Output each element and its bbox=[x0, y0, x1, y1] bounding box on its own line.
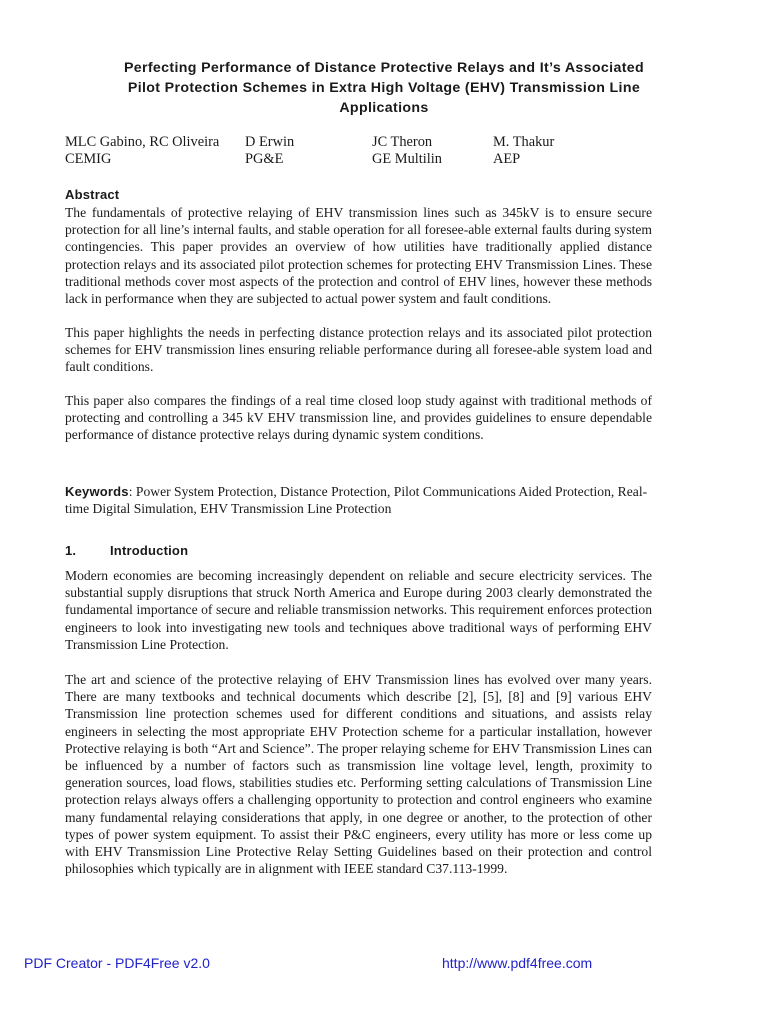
abstract-heading: Abstract bbox=[65, 187, 120, 202]
author-thakur bbox=[493, 134, 554, 168]
section-heading-introduction bbox=[65, 543, 188, 558]
paper-title bbox=[60, 58, 708, 118]
keywords-label: Keywords bbox=[65, 484, 129, 499]
author-gabino-oliveira bbox=[65, 134, 219, 168]
author-name: MLC Gabino, RC Oliveira bbox=[65, 134, 220, 150]
author-name: M. Thakur bbox=[493, 134, 555, 150]
intro-paragraph-2: The art and science of the protective relaying of EHV Transmission lines has evolved over many years. There are many textbooks and technical documents which describe [2], [5], [8] and [9] various EHV Transmission line protection schemes used for different conditions and situations, and assists relay engineers in selecting the most appropriate EHV Protection scheme for a particular installation, however Protective relaying is both “Art and Science”. The proper relaying scheme for EHV Transmission Lines can be influenced by a number of factors such as transmission line voltage level, length, proximity to generation sources, load flows, stabilities studies etc. Performing setting calculations of Transmission Line protection relays always offers a challenging opportunity to protection and control engineers who examine many fundamental relaying considerations that apply, in one degree or another, to the protection of other types of power system equipment. To assist their P&C engineers, every utility has more or less come up with EHV Transmission Line Protective Relay Setting Guidelines based on their protection and control philosophies which typically are in alignment with IEEE standard C37.113-1999. bbox=[65, 672, 652, 877]
section-number: 1. bbox=[65, 543, 77, 558]
abstract-paragraph-1: The fundamentals of protective relaying of EHV transmission lines such as 345kV is to ensure secure protection for all line’s internal faults, and stable operation for all foresee-able external faults during system contingencies. This paper provides an overview of how utilities have traditionally applied distance protection relays and its associated pilot protection schemes for protecting EHV Transmission Lines. These traditional methods cover most aspects of the protection and control of EHV lines, however these methods lack in performance when they are subjected to actual power system and fault conditions. bbox=[65, 205, 652, 307]
author-name: JC Theron bbox=[372, 134, 433, 150]
title-line-3: Applications bbox=[339, 100, 429, 116]
author-org: CEMIG bbox=[65, 151, 112, 167]
footer-website-link[interactable]: http://www.pdf4free.com bbox=[442, 955, 593, 971]
author-org: AEP bbox=[493, 151, 521, 167]
author-name: D Erwin bbox=[245, 134, 295, 150]
author-theron bbox=[372, 134, 442, 168]
keywords-paragraph bbox=[65, 483, 652, 517]
author-org: GE Multilin bbox=[372, 151, 442, 167]
title-line-2: Pilot Protection Schemes in Extra High Voltage (EHV) Transmission Line bbox=[127, 80, 641, 96]
footer-pdf-creator: PDF Creator - PDF4Free v2.0 bbox=[24, 955, 210, 971]
abstract-paragraph-2: This paper highlights the needs in perfecting distance protection relays and its associated pilot protection schemes for EHV transmission lines ensuring reliable performance during all foresee-able system load and fault conditions. bbox=[65, 325, 652, 375]
author-erwin bbox=[245, 134, 294, 168]
author-org: PG&E bbox=[245, 151, 284, 167]
section-title: Introduction bbox=[110, 543, 189, 558]
title-line-1: Perfecting Performance of Distance Protective Relays and It’s Associated bbox=[123, 60, 645, 76]
abstract-paragraph-3: This paper also compares the findings of a real time closed loop study against with traditional methods of protecting and controlling a 345 kV EHV transmission line, and provides guidelines to ensure dependable performance of distance protective relays during dynamic system conditions. bbox=[65, 393, 652, 443]
keywords-text: : Power System Protection, Distance Protection, Pilot Communications Aided Protection, Real-time Digital Simulation, EHV Transmission Line Protection bbox=[65, 484, 648, 517]
intro-paragraph-1: Modern economies are becoming increasingly dependent on reliable and secure electricity services. The substantial supply disruptions that struck North America and Europe during 2003 clearly demonstrated the fundamental importance of secure and reliable transmission networks. This requirement enforces protection engineers to look into investigating new tools and techniques above traditional ways of performing EHV Transmission Line Protection. bbox=[65, 568, 652, 652]
